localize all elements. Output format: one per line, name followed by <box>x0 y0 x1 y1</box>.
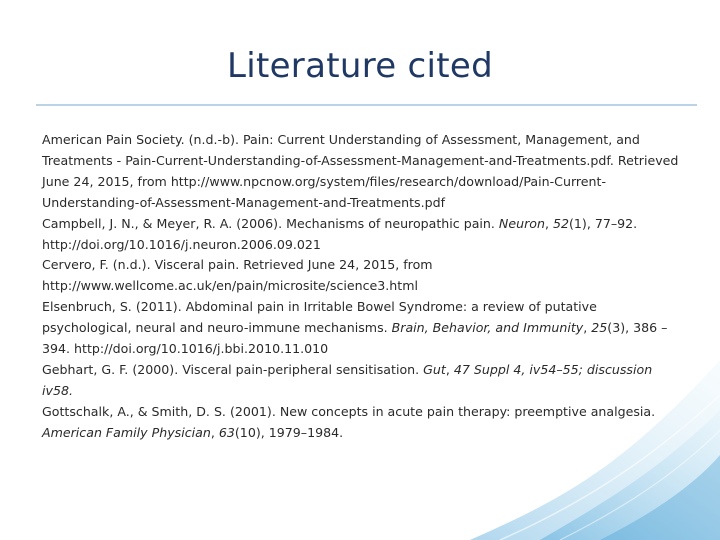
reference-journal: Neuron <box>498 215 545 231</box>
reference-entry <box>42 130 682 214</box>
reference-journal: Brain, Behavior, and Immunity <box>391 320 584 336</box>
reference-volume: 47 Suppl 4 <box>453 361 522 377</box>
reference-tail: (1), 77–92. http://doi.org/10.1016/j.neuron.2006.09.021 <box>42 215 638 252</box>
reference-entry: Gebhart, G. F. (2000). Visceral pain-peripheral sensitisation. Gut, 47 Suppl 4, iv54–55; discussion iv58. <box>42 361 653 398</box>
reference-text: American Pain Society. (n.d.-b). Pain: Current Understanding of Assessment, Management, and Treatments - Pain-Current-Understanding-of-Assessment-Management-and-Treatments.pdf. Retrieved June 24, 2015, from http://www.npcnow.org/system/files/research/download/Pain-Current-Understanding-of-Assessment-Management-and-Treatments.pdf <box>42 132 679 210</box>
reference-tail: , iv54–55; discussion iv58. <box>42 361 653 398</box>
reference-list <box>42 130 682 444</box>
reference-entry <box>42 255 682 297</box>
reference-entry: Elsenbruch, S. (2011). Abdominal pain in Irritable Bowel Syndrome: a review of putative psychological, neural and neuro-immune mechanisms. Brain, Behavior, and Immunity, 25(3), 386 –394. http://doi.org/10.1016/j.bbi.2010.11.010 <box>42 299 668 357</box>
reference-journal: American Family Physician <box>42 424 211 440</box>
slide-title: Literature cited <box>226 46 494 86</box>
reference-entry: Campbell, J. N., & Meyer, R. A. (2006). Mechanisms of neuropathic pain. Neuron, 52(1), 77–92. http://doi.org/10.1016/j.neuron.2006.09.021 <box>42 215 638 252</box>
reference-text: Gebhart, G. F. (2000). Visceral pain-peripheral sensitisation. <box>42 361 424 377</box>
reference-text: Cervero, F. (n.d.). Visceral pain. Retrieved June 24, 2015, from http://www.wellcome.ac.uk/en/pain/microsite/science3.html <box>42 257 433 294</box>
reference-text: Gottschalk, A., & Smith, D. S. (2001). New concepts in acute pain therapy: preemptive analgesia. <box>42 403 656 419</box>
reference-text: Campbell, J. N., & Meyer, R. A. (2006). Mechanisms of neuropathic pain. <box>42 215 499 231</box>
reference-journal: Gut <box>423 361 446 377</box>
reference-tail: (10), 1979–1984. <box>234 424 344 440</box>
reference-text: Elsenbruch, S. (2011). Abdominal pain in Irritable Bowel Syndrome: a review of putative psychological, neural and neuro-immune mechanisms. <box>42 299 597 336</box>
reference-volume: 52 <box>552 215 569 231</box>
reference-tail: (3), 386 –394. http://doi.org/10.1016/j.bbi.2010.11.010 <box>42 320 668 357</box>
title-divider <box>36 104 697 106</box>
reference-volume: 63 <box>218 424 235 440</box>
reference-volume: 25 <box>591 320 608 336</box>
reference-entry: Gottschalk, A., & Smith, D. S. (2001). New concepts in acute pain therapy: preemptive analgesia. American Family Physician, 63(10), 1979–1984. <box>42 403 656 440</box>
